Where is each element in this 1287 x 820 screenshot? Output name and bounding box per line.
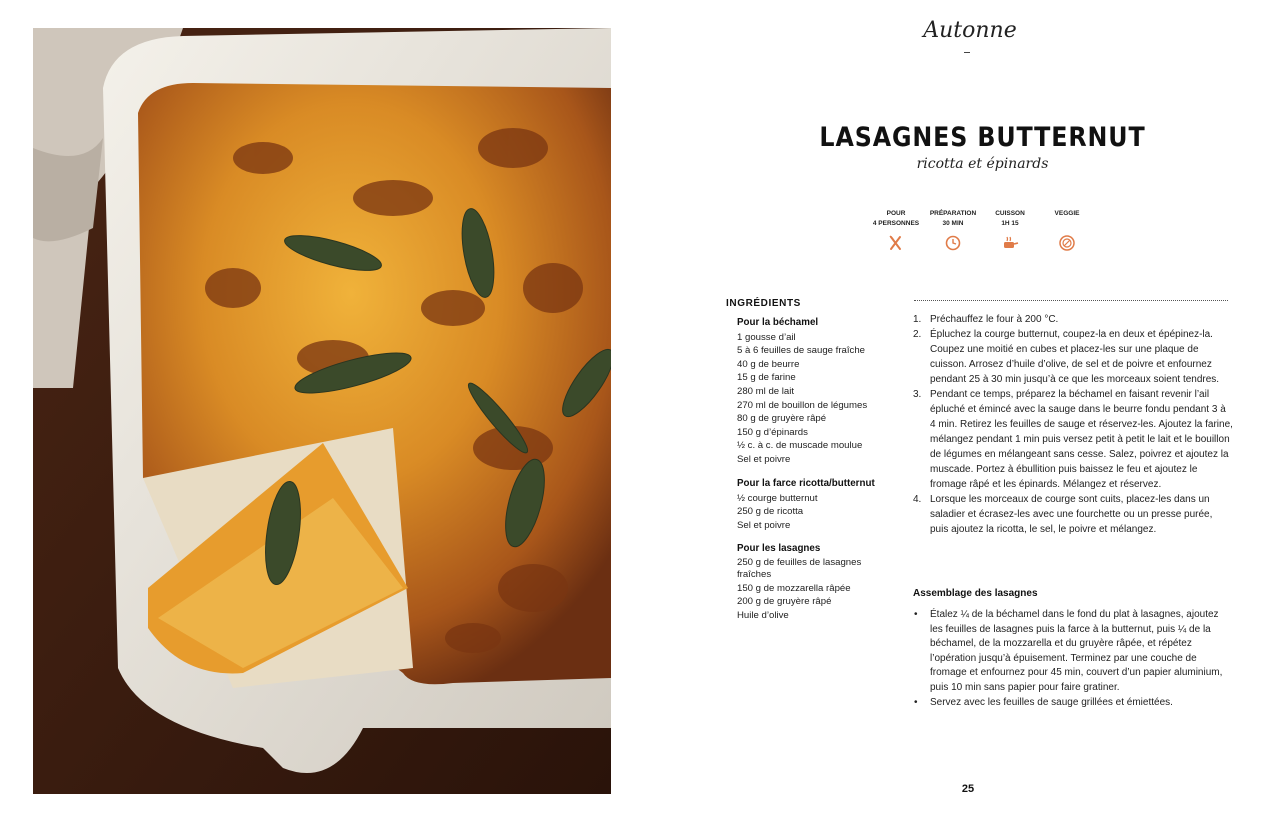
ingredients-group-title: Pour la farce ricotta/butternut [737,478,875,489]
assembly-item [913,696,1233,711]
step-number: 2. [913,329,922,340]
season-divider [964,52,970,53]
page-number: 25 [961,783,975,795]
step-number: 4. [913,494,922,505]
step-item [913,387,1233,492]
ingredient-item: Sel et poivre [737,453,791,465]
ingredient-item: 5 à 6 feuilles de sauge fraîche [737,345,866,357]
ingredient-item: 1 gousse d’ail [737,331,796,343]
ingredient-item: 270 ml de bouillon de légumes [737,399,868,411]
ingredient-item: 150 g de mozzarella râpée [737,582,851,594]
ingredient-item: ½ courge butternut [737,492,818,504]
bullet-dot: • [914,696,918,708]
step-number: 3. [913,389,922,400]
ingredient-item: 250 g de feuilles de lasagnes fraîches [737,556,862,580]
steps-divider [914,300,1228,301]
meta-veggie-label: VEGGIE [1054,210,1080,217]
step-text: Épluchez la courge butternut, coupez-la en deux et épépinez-la. Coupez une moitié en cubes et placez-les sur une plaque de cuisson. Arrosez d’huile d’olive, de sel et de poivre et enfournez pendant 25 à 30 min jusqu’à ce que les morceaux soient tendres. [930,329,1220,385]
ingredients-heading: INGRÉDIENTS [726,298,801,309]
meta-veggie [1032,209,1102,252]
ingredients-group-bechamel [737,316,897,467]
cooking-pot-icon [1001,234,1019,252]
step-text: Pendant ce temps, préparez la béchamel en faisant revenir l’ail épluché et émincé avec la sauge dans le beurre fondu pendant 3 à 4 min. Retirez les feuilles de sauge et réservez-les. Ajoutez la farine, mélangez pendant 1 min puis versez petit à petit le lait et le bouillon de légumes en mélangeant sans cesse. Salez, poivrez et ajoutez la muscade. Portez à ébullition puis baissez le feu et ajoutez le fromage râpé et les épinards. Mélangez et réservez. [930,389,1233,490]
steps-list [913,312,1233,537]
ingredient-item: 280 ml de lait [737,385,795,397]
meta-cooking-label: CUISSON 1H 15 [995,210,1025,227]
clock-icon [944,234,962,252]
assembly-list [913,608,1233,710]
meta-servings-label: POUR 4 PERSONNES [872,210,920,227]
veggie-icon [1058,234,1076,252]
season-script-label: Autonne [923,18,1017,43]
fork-knife-icon [887,234,905,252]
assembly-text: Étalez ¼ de la béchamel dans le fond du plat à lasagnes, ajoutez les feuilles de lasagnes puis la farce à la butternut, puis ¼ de la béchamel, de la mozzarella et du gruyère râpée, et répétez l’opération jusqu’à épuisement. Terminez par une couche de fromage et enfournez pour 45 min, couvert d’un papier aluminium, puis 10 min sans papier pour faire gratiner. [930,609,1223,693]
ingredient-item: 250 g de ricotta [737,506,804,518]
recipe-subtitle: ricotta et épinards [916,156,1049,172]
ingredients-group-title: Pour les lasagnes [737,543,821,554]
assembly-text: Servez avec les feuilles de sauge grillées et émiettées. [930,696,1173,708]
ingredient-item: 200 g de gruyère râpé [737,596,832,608]
step-number: 1. [913,314,922,325]
lasagna-illustration [33,28,611,794]
step-item [913,492,1233,537]
ingredient-item: 40 g de beurre [737,358,800,370]
lasagna-photo [33,28,611,794]
step-item [913,312,1233,327]
step-text: Lorsque les morceaux de courge sont cuits, placez-les dans un saladier et écrasez-les avec une fourchette ou un presse purée, puis ajoutez la ricotta, le sel, le poivre et mélangez. [930,494,1213,535]
ingredients-group-title: Pour la béchamel [737,317,819,328]
ingredients-group-lasagnes [737,542,877,622]
ingredient-item: Huile d’olive [737,609,789,621]
step-text: Préchauffez le four à 200 °C. [930,314,1059,325]
step-item [913,327,1233,387]
meta-preparation-label: PRÉPARATION 30 MIN [929,210,977,227]
bullet-dot: • [914,609,918,620]
ingredient-item: 15 g de farine [737,372,796,384]
ingredients-group-farce [737,477,897,532]
recipe-title: LASAGNES BUTTERNUT [819,122,1146,153]
assembly-item [913,608,1233,696]
ingredient-item: Sel et poivre [737,519,791,531]
assembly-heading: Assemblage des lasagnes [913,588,1038,599]
ingredient-item: 150 g d’épinards [737,426,808,438]
ingredient-item: 80 g de gruyère râpé [737,413,827,425]
ingredient-item: ½ c. à c. de muscade moulue [737,440,863,452]
